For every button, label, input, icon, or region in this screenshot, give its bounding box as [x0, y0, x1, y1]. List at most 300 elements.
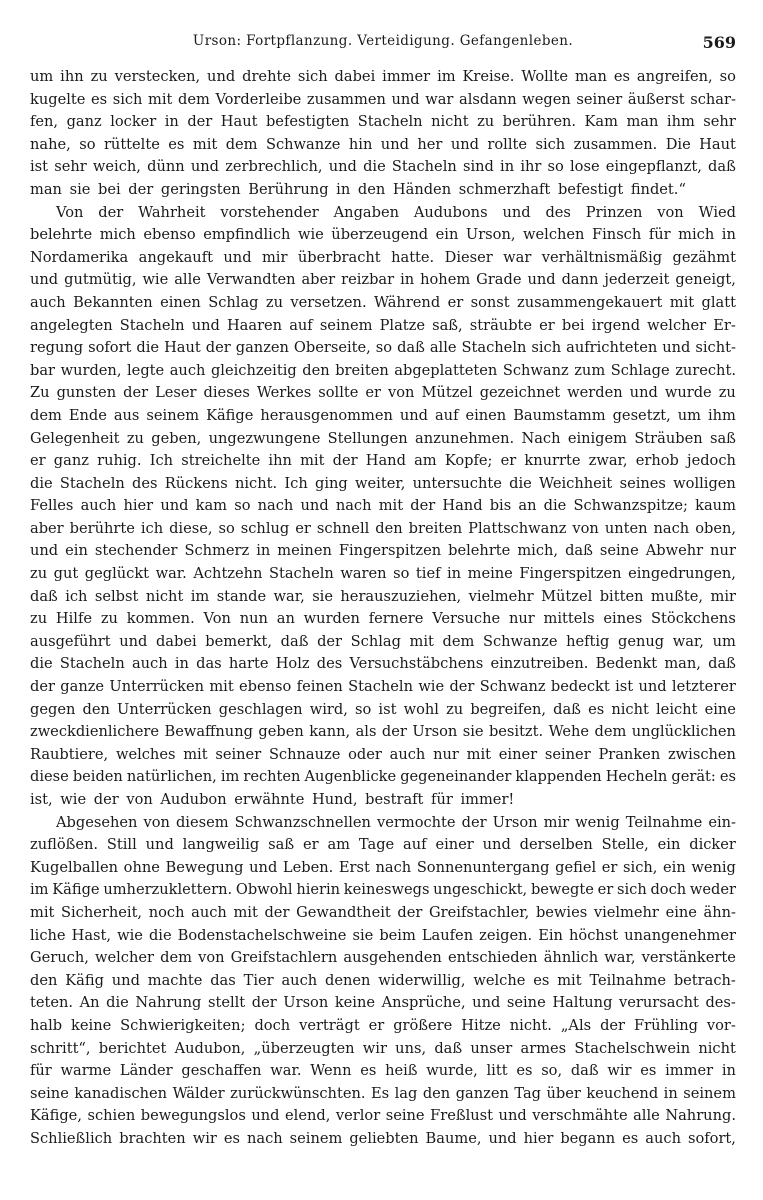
word: es [588, 700, 605, 718]
word: breiten [408, 519, 463, 537]
word: und [191, 316, 220, 334]
word: in [500, 158, 515, 176]
text-line: man sie bei der geringsten Berührung in den Händen schmerzhaft befestigt findet.“ [30, 180, 686, 198]
word: er [365, 384, 382, 402]
word: Kam [584, 113, 618, 131]
word: Tag [514, 1084, 542, 1102]
word: des [545, 203, 571, 221]
word: machte [147, 971, 203, 989]
word: er [500, 452, 517, 470]
word: sich [535, 135, 566, 153]
word: keuchend [586, 1084, 659, 1102]
word: auf [403, 836, 427, 854]
word: zuflößen. [30, 836, 99, 854]
word: dem [225, 135, 258, 153]
word: der [251, 994, 277, 1012]
word: seinem [319, 316, 373, 334]
word: Haaren [226, 316, 283, 334]
word: er [447, 293, 464, 311]
word: der [410, 497, 436, 515]
word: ich [65, 587, 88, 605]
word: aber [301, 271, 336, 289]
word: angreifen, [636, 68, 713, 85]
word: entschieden [447, 949, 538, 967]
word: nur [433, 745, 459, 763]
word: Verwandten [206, 271, 296, 289]
text-line [30, 518, 736, 541]
word: genug [618, 632, 665, 650]
word: abgeplatteten [394, 361, 498, 379]
word: geben, [151, 429, 202, 447]
word: sehr [54, 158, 87, 176]
word: den [82, 700, 110, 718]
word: sich [112, 90, 143, 108]
word: zwar, [588, 452, 628, 470]
word: und [160, 497, 189, 515]
word: kann, [309, 723, 351, 741]
word: gesetzt, [612, 406, 671, 424]
word: für [648, 226, 671, 244]
word: natürlichen, [126, 768, 217, 786]
word: stechender [94, 542, 178, 560]
word: mit [557, 971, 582, 989]
word: Felles [30, 497, 74, 515]
text-line [30, 970, 736, 993]
word: saß [268, 836, 295, 854]
word: weder [689, 881, 736, 899]
word: unangenehmer [624, 926, 736, 944]
word: die [30, 655, 53, 673]
word: derselben [519, 836, 593, 854]
word: verschmähte [532, 1107, 628, 1125]
word: von [198, 949, 225, 967]
word: um [712, 632, 736, 650]
word: locker [110, 113, 157, 131]
word: untersuchte [412, 474, 502, 492]
word: man [626, 113, 659, 131]
word: verhältnismäßig [541, 248, 663, 266]
word: aufrichteten [566, 339, 658, 357]
word: Audubon, [174, 1039, 246, 1057]
word: Wahrheit [138, 203, 206, 221]
word: irgend [591, 316, 641, 334]
word: lag [394, 1084, 418, 1102]
word: die [363, 158, 386, 176]
word: kam [195, 497, 228, 515]
word: ganz [53, 452, 89, 470]
word: gefiel [555, 858, 597, 876]
word: waren [340, 565, 387, 583]
word: Bekannten [73, 293, 153, 311]
word: wegen [522, 90, 571, 108]
word: sie [462, 723, 484, 741]
word: im [220, 768, 240, 786]
text-line [30, 89, 736, 112]
word: die [509, 474, 532, 492]
word: und [328, 158, 357, 176]
word: Nahrung [135, 994, 202, 1012]
word: Haut [699, 135, 736, 153]
word: dem [442, 632, 475, 650]
word: doch [650, 881, 687, 899]
word: verstecken, [114, 68, 201, 85]
text-line [30, 947, 736, 970]
word: Schwanz [479, 678, 546, 696]
word: ist [615, 678, 634, 696]
word: so [234, 497, 251, 515]
word: hierin [296, 881, 341, 899]
word: letzterer [671, 678, 736, 696]
word: im [30, 881, 49, 899]
word: litt [486, 1062, 508, 1080]
word: ich [140, 519, 164, 537]
word: daß [708, 655, 736, 673]
word: „überzeugten [253, 1039, 355, 1057]
word: mittels [543, 610, 595, 628]
word: war [503, 248, 532, 266]
word: oben, [695, 519, 736, 537]
word: so, [541, 1062, 563, 1080]
word: und [251, 1107, 280, 1125]
word: Dieser [444, 248, 493, 266]
word: mir [710, 587, 736, 605]
word: Frühling [633, 1016, 698, 1034]
word: im [437, 68, 456, 85]
word: seine [385, 1107, 425, 1125]
word: der [30, 678, 55, 696]
word: glatt [701, 293, 736, 311]
word: oder [348, 745, 382, 763]
word: ebenso [143, 226, 196, 244]
word: Fingerspitzen [519, 565, 622, 583]
word: im [190, 587, 210, 605]
word: um [677, 406, 701, 424]
word: war, [604, 949, 636, 967]
word: auch [131, 655, 168, 673]
word: sofort, [687, 1129, 736, 1147]
word: wie [117, 926, 143, 944]
text-line [30, 586, 736, 609]
word: kommen. [126, 610, 195, 628]
text-line [30, 631, 736, 654]
word: den [422, 1084, 451, 1102]
page-header [30, 33, 736, 59]
word: wie [297, 226, 324, 244]
word: hatte. [391, 248, 435, 266]
body-text [30, 66, 736, 1151]
word: regung [30, 339, 84, 357]
word: und [207, 68, 236, 85]
word: bar [30, 361, 56, 379]
text-line [30, 405, 736, 428]
word: begann [560, 1129, 616, 1147]
word: nicht [145, 587, 184, 605]
word: wurden, [60, 361, 122, 379]
word: ruhig. [97, 452, 142, 470]
text-line [30, 66, 736, 89]
word: gezeichnet [479, 384, 561, 402]
word: zu [100, 610, 118, 628]
word: legte [127, 361, 165, 379]
word: daß [570, 1062, 599, 1080]
word: der [381, 723, 407, 741]
word: Stacheln [357, 113, 423, 131]
word: Oberseite, [293, 339, 371, 357]
word: Zu [30, 384, 50, 402]
word: Wollte [521, 68, 569, 85]
word: einer [498, 745, 538, 763]
word: unten [604, 519, 648, 537]
word: wie [142, 271, 169, 289]
word: betrach- [673, 971, 736, 989]
word: Gelegenheit [30, 429, 120, 447]
word: saß, [432, 316, 463, 334]
word: feinen [296, 678, 343, 696]
word: zu [477, 113, 495, 131]
word: Stacheln [268, 565, 334, 583]
word: gezähmt [672, 248, 736, 266]
word: Nahrung. [665, 1107, 736, 1125]
word: er [601, 858, 618, 876]
word: begreifen, [470, 700, 546, 718]
word: sich [616, 881, 647, 899]
word: Haltung [552, 994, 613, 1012]
word: Stacheln [119, 316, 185, 334]
word: Greifstachlern [230, 949, 338, 967]
text-line [30, 992, 736, 1015]
word: ebenso [239, 678, 292, 696]
word: mir [543, 813, 570, 831]
text-line [30, 857, 736, 880]
word: ganzen [455, 1084, 509, 1102]
word: in [721, 226, 736, 244]
word: ist [30, 158, 49, 176]
word: unser [470, 1039, 513, 1057]
word: Pranken [598, 745, 661, 763]
word: die [148, 926, 172, 944]
word: keine [334, 994, 376, 1012]
word: das [196, 655, 222, 673]
word: als [355, 723, 377, 741]
word: Stachelschwein [574, 1039, 691, 1057]
word: Stellungen [327, 429, 408, 447]
word: geglückt [84, 565, 150, 583]
word: Schlag [208, 293, 259, 311]
text-line: ist, wie der von Audubon erwähnte Hund, bestraft für immer! [30, 791, 515, 808]
word: belehrte [448, 542, 511, 560]
word: Schlage [610, 361, 670, 379]
word: harte [228, 655, 269, 673]
word: Ende [68, 406, 107, 424]
word: es [622, 1129, 639, 1147]
text-line [30, 224, 736, 247]
word: Vorderleibe [215, 90, 302, 108]
word: wohl [403, 700, 439, 718]
word: sich [531, 339, 562, 357]
word: sich, [623, 858, 658, 876]
word: einen [160, 293, 201, 311]
text-line [30, 315, 736, 338]
word: mich [678, 226, 715, 244]
word: schlug [240, 519, 290, 537]
word: wurde, [426, 1062, 478, 1080]
word: ein [435, 226, 459, 244]
word: angelegten [30, 316, 113, 334]
text-line [30, 1105, 736, 1128]
word: einzutreiben. [490, 655, 589, 673]
text-line [30, 156, 736, 179]
word: Urson [492, 813, 538, 831]
word: Platze [379, 316, 425, 334]
word: weiter, [355, 474, 406, 492]
word: Stacheln [461, 339, 527, 357]
word: gut [53, 565, 79, 583]
word: schritt“, [30, 1039, 91, 1057]
word: bedeckt [550, 678, 610, 696]
word: Teilnahme [625, 813, 703, 831]
word: welcher [647, 316, 707, 334]
word: um [30, 68, 54, 85]
word: Obwohl [235, 881, 293, 899]
word: tief [415, 565, 441, 583]
word: und [223, 248, 252, 266]
word: rechten [243, 768, 301, 786]
word: den [375, 519, 403, 537]
word: mit [192, 135, 218, 153]
word: berühren. [502, 113, 577, 131]
word: herausgenommen [260, 406, 393, 424]
word: und [380, 135, 409, 153]
word: auch [191, 903, 227, 921]
word: reizbar [341, 271, 395, 289]
word: klappenden [515, 768, 602, 786]
word: eine [665, 903, 697, 921]
word: meinen [277, 542, 332, 560]
word: leicht [656, 700, 698, 718]
word: so [375, 339, 393, 357]
word: in [663, 1084, 678, 1102]
word: zerbrechlich, [225, 158, 323, 176]
word: Prinzen [585, 203, 643, 221]
text-line [30, 879, 736, 902]
word: ist [378, 700, 397, 718]
word: ein [663, 858, 686, 876]
word: der [317, 632, 343, 650]
word: auch [30, 293, 66, 311]
word: ganzen [235, 339, 289, 357]
word: es [613, 68, 630, 85]
word: fernere [368, 610, 424, 628]
word: der [332, 452, 358, 470]
word: Hand [442, 497, 483, 515]
word: sofort [88, 339, 132, 357]
word: an [276, 610, 295, 628]
word: Wälder [172, 1084, 225, 1102]
word: stande [216, 587, 267, 605]
word: Kreise. [462, 68, 515, 85]
text-line [30, 292, 736, 315]
word: und [629, 384, 658, 402]
page-number: 569 [702, 33, 736, 52]
word: Fingerspitzen [338, 542, 442, 560]
word: saß [709, 429, 736, 447]
word: man, [664, 655, 701, 673]
word: den [30, 971, 58, 989]
word: sie [352, 926, 374, 944]
word: eines [603, 610, 643, 628]
word: hier [123, 497, 154, 515]
word: jederzeit [604, 271, 670, 289]
word: Angaben [333, 203, 399, 221]
text-line [30, 766, 736, 789]
word: Audubons [413, 203, 488, 221]
word: Er- [713, 316, 736, 334]
word: Von [203, 610, 231, 628]
word: zu [265, 293, 283, 311]
word: so [719, 68, 736, 85]
word: seinem [146, 406, 200, 424]
word: Gewandtheit [296, 903, 391, 921]
word: Von [56, 203, 84, 221]
text-line [30, 1060, 736, 1083]
word: in [164, 113, 179, 131]
word: Baumstamm [513, 406, 606, 424]
word: Hand [365, 452, 406, 470]
word: brachten [119, 1129, 186, 1147]
word: er [539, 316, 555, 334]
word: alsdann [459, 90, 517, 108]
word: Hitze [461, 1016, 501, 1034]
word: dann [561, 271, 599, 289]
word: meine [467, 565, 513, 583]
word: Ansprüche, [381, 994, 466, 1012]
word: daß [280, 632, 309, 650]
text-line [30, 902, 736, 925]
word: hin [348, 135, 373, 153]
word: ausgeführt [30, 632, 111, 650]
word: mit [209, 678, 234, 696]
word: über [546, 1084, 581, 1102]
word: Wehe [548, 723, 590, 741]
word: und [662, 339, 691, 357]
word: Plattschwanz [468, 519, 567, 537]
word: ganze [60, 678, 105, 696]
text-line [30, 134, 736, 157]
word: aber [30, 519, 64, 537]
word: Versuche [432, 610, 501, 628]
word: so [218, 519, 235, 537]
word: vorstehender [220, 203, 319, 221]
word: verlor [335, 1107, 381, 1125]
word: bis [489, 497, 512, 515]
word: er [302, 836, 319, 854]
word: anzunehmen. [415, 429, 515, 447]
word: auch [169, 361, 206, 379]
word: erhob [635, 452, 679, 470]
word: bewies [535, 903, 588, 921]
word: Teilnahme [589, 971, 666, 989]
word: knurrte [524, 452, 581, 470]
word: so [393, 565, 410, 583]
word: umherzuklettern. [103, 881, 233, 899]
word: eingepflanzt, [605, 158, 702, 176]
word: es [90, 90, 108, 108]
word: gleichzeitig [210, 361, 297, 379]
text-line [30, 428, 736, 451]
word: gunsten [56, 384, 117, 402]
word: überzeugend [331, 226, 429, 244]
word: welche [473, 971, 526, 989]
